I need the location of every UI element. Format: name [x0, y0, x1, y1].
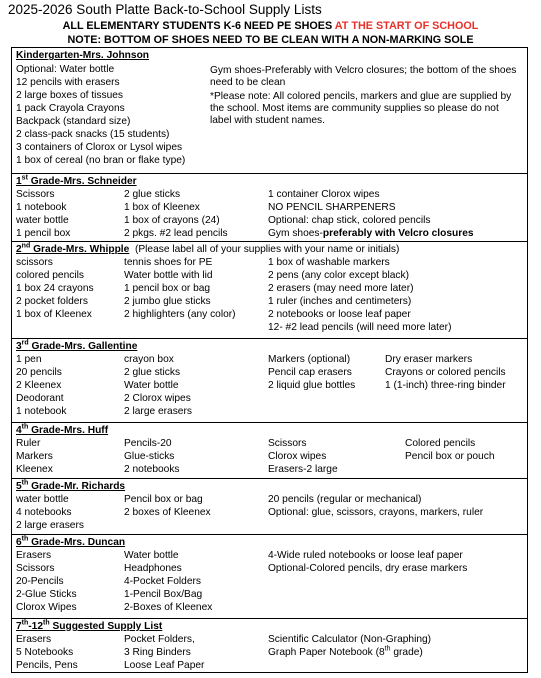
pe-shoes-notice: [0, 20, 541, 32]
section-grade-1: [12, 174, 527, 242]
list-item: Headphones: [124, 563, 182, 574]
list-item: 1 container Clorox wipes: [268, 189, 380, 200]
heading-text: Grade-Mrs. Schneider: [27, 176, 137, 187]
section-grades-7-12: [12, 619, 527, 673]
list-item: 4-Wide ruled notebooks or loose leaf paper: [268, 550, 463, 561]
list-item: 2 jumbo glue sticks: [124, 296, 211, 307]
section-heading: [16, 621, 162, 633]
list-item: 1 box of washable markers: [268, 257, 390, 268]
heading-text: Grade-Mrs. Huff: [28, 425, 109, 436]
heading-number: 1: [16, 176, 22, 187]
item-text: Graph Paper Notebook (8: [268, 647, 385, 658]
section-heading: [16, 425, 108, 437]
list-item: 1 box of crayons (24): [124, 215, 220, 226]
list-item: Optional-Colored pencils, dry erase markers: [268, 563, 468, 574]
list-item: 5 Notebooks: [16, 647, 74, 658]
item-suffix: th: [384, 645, 391, 653]
list-item: Crayons or colored pencils: [385, 367, 506, 378]
section-heading-row: [16, 244, 399, 256]
list-item: 2 pkgs. #2 lead pencils: [124, 228, 228, 239]
list-item: 2 glue sticks: [124, 367, 181, 378]
heading-text: Grade-Mrs. Whipple: [30, 244, 130, 255]
list-item: 2 Clorox wipes: [124, 393, 191, 404]
list-item: Pencils, Pens: [16, 660, 78, 671]
list-item: 2 glue sticks: [124, 189, 181, 200]
heading-text: Suggested Supply List: [49, 621, 163, 632]
community-supplies-note: *Please note: All colored pencils, markers and glue are supplied by the school. Most items are community supplies so please do not label with student names.: [210, 91, 512, 127]
section-grade-6: [12, 535, 527, 619]
heading-text: Grade-Mrs. Gallentine: [28, 341, 138, 352]
list-item: 2 large erasers: [124, 406, 192, 417]
section-kindergarten: [12, 48, 527, 174]
section-heading: [16, 244, 129, 255]
list-item: 20 pencils (regular or mechanical): [268, 494, 422, 505]
list-item: [268, 647, 423, 659]
list-item: 2 liquid glue bottles: [268, 380, 356, 391]
list-item: 2 Kleenex: [16, 380, 62, 391]
list-item: Pencil box or pouch: [405, 451, 495, 462]
list-item: Colored pencils: [405, 438, 476, 449]
section-grade-2: [12, 242, 527, 339]
list-item: NO PENCIL SHARPENERS: [268, 202, 396, 213]
list-item: Pocket Folders,: [124, 634, 195, 645]
list-item: 1 pencil box or bag: [124, 283, 211, 294]
list-item: Deodorant: [16, 393, 64, 404]
list-item: Optional: Water bottle: [16, 64, 115, 75]
list-item: Optional: chap stick, colored pencils: [268, 215, 431, 226]
section-grade-4: [12, 423, 527, 479]
list-item: 2 large boxes of tissues: [16, 90, 124, 101]
list-item: Water bottle: [124, 380, 179, 391]
list-item: Markers: [16, 451, 53, 462]
list-item: 3 containers of Clorox or Lysol wipes: [16, 142, 183, 153]
item-text: Gym shoes-: [268, 228, 323, 239]
heading-number: 5: [16, 481, 22, 492]
heading-number: 3: [16, 341, 22, 352]
list-item: 2 boxes of Kleenex: [124, 507, 211, 518]
list-item: Ruler: [16, 438, 41, 449]
section-heading: [16, 537, 125, 549]
list-item: 2 highlighters (any color): [124, 309, 236, 320]
gym-shoes-note: Gym shoes-Preferably with Velcro closures; the bottom of the shoes need to be clean: [210, 65, 517, 89]
list-item: 2 notebooks: [124, 464, 180, 475]
heading-suffix: th: [21, 535, 29, 543]
list-item: Water bottle: [124, 550, 179, 561]
list-item: Scissors: [16, 189, 55, 200]
list-item: Erasers: [16, 634, 52, 645]
heading-suffix: nd: [21, 242, 31, 250]
heading-suffix: th: [21, 619, 29, 627]
list-item: crayon box: [124, 354, 174, 365]
list-item: Backpack (standard size): [16, 116, 131, 127]
heading-number: 2: [16, 244, 22, 255]
list-item: 2 pens (any color except black): [268, 270, 409, 281]
list-item: Pencil cap erasers: [268, 367, 352, 378]
list-item: Scissors: [16, 563, 55, 574]
heading-suffix: th: [21, 423, 29, 431]
list-item: scissors: [16, 257, 53, 268]
list-item: 1 notebook: [16, 406, 67, 417]
heading-number: 6: [16, 537, 22, 548]
heading-number: 4: [16, 425, 22, 436]
list-item: 2 notebooks or loose leaf paper: [268, 309, 411, 320]
list-item: 2-Boxes of Kleenex: [124, 602, 213, 613]
page-title: 2025-2026 South Platte Back-to-School Supply Lists: [8, 2, 322, 17]
list-item: 1 pack Crayola Crayons: [16, 103, 125, 114]
list-item: 12 pencils with erasers: [16, 77, 120, 88]
list-item: Scissors: [268, 438, 307, 449]
heading-suffix: st: [21, 174, 28, 182]
heading-suffix: th: [43, 619, 50, 627]
list-item: Clorox wipes: [268, 451, 327, 462]
heading-suffix: th: [21, 479, 29, 487]
list-item: Optional: glue, scissors, crayons, markers, ruler: [268, 507, 484, 518]
list-item: 20 pencils: [16, 367, 62, 378]
list-item: Pencil box or bag: [124, 494, 203, 505]
list-item: 1 notebook: [16, 202, 67, 213]
list-item: colored pencils: [16, 270, 84, 281]
list-item: water bottle: [16, 494, 69, 505]
list-item: 2-Glue Sticks: [16, 589, 77, 600]
list-item: Dry eraser markers: [385, 354, 473, 365]
list-item: 1 box of Kleenex: [16, 309, 92, 320]
notice-highlight: AT THE START OF SCHOOL: [334, 20, 479, 32]
list-item: Water bottle with lid: [124, 270, 213, 281]
section-heading: [16, 481, 125, 493]
list-item: Markers (optional): [268, 354, 351, 365]
list-item: 1 box of Kleenex: [124, 202, 200, 213]
list-item: 1 pen: [16, 354, 42, 365]
section-heading: Kindergarten-Mrs. Johnson: [16, 50, 150, 61]
list-item: Scientific Calculator (Non-Graphing): [268, 634, 432, 645]
list-item: Erasers-2 large: [268, 464, 338, 475]
list-item: Glue-sticks: [124, 451, 175, 462]
list-item: Kleenex: [16, 464, 53, 475]
heading-text: Grade-Mrs. Duncan: [28, 537, 126, 548]
section-heading: [16, 341, 137, 353]
list-item: 1 ruler (inches and centimeters): [268, 296, 412, 307]
heading-text: Grade-Mr. Richards: [28, 481, 126, 492]
list-item: 1 pencil box: [16, 228, 71, 239]
list-item: 2 erasers (may need more later): [268, 283, 414, 294]
heading-number: -12: [28, 621, 44, 632]
list-item: 4-Pocket Folders: [124, 576, 202, 587]
section-grade-3: [12, 339, 527, 423]
list-item: 12- #2 lead pencils (will need more later): [268, 322, 452, 333]
section-grade-5: [12, 479, 527, 535]
notice-text: ALL ELEMENTARY STUDENTS K-6 NEED PE SHOES: [62, 20, 335, 32]
item-text: grade): [390, 647, 423, 658]
heading-note: (Please label all of your supplies with your name or initials): [134, 244, 400, 255]
list-item: 4 notebooks: [16, 507, 72, 518]
item-emphasis: preferably with Velcro closures: [322, 228, 474, 239]
list-item: 1 (1-inch) three-ring binder: [385, 380, 506, 391]
heading-suffix: rd: [21, 339, 29, 347]
list-item: 1 box of cereal (no bran or flake type): [16, 155, 186, 166]
list-item: 3 Ring Binders: [124, 647, 191, 658]
section-heading: [16, 176, 137, 188]
heading-number: 7: [16, 621, 22, 632]
supply-list-table: [11, 47, 528, 673]
list-item: 2 pocket folders: [16, 296, 88, 307]
list-item: [268, 228, 474, 240]
list-item: 1-Pencil Box/Bag: [124, 589, 203, 600]
list-item: water bottle: [16, 215, 69, 226]
list-item: 20-Pencils: [16, 576, 64, 587]
shoe-sole-notice: NOTE: BOTTOM OF SHOES NEED TO BE CLEAN WITH A NON-MARKING SOLE: [67, 34, 474, 46]
list-item: Clorox Wipes: [16, 602, 77, 613]
list-item: Pencils-20: [124, 438, 172, 449]
list-item: Erasers: [16, 550, 52, 561]
list-item: tennis shoes for PE: [124, 257, 213, 268]
list-item: 2 large erasers: [16, 520, 84, 531]
list-item: Loose Leaf Paper: [124, 660, 205, 671]
list-item: 2 class-pack snacks (15 students): [16, 129, 170, 140]
list-item: 1 box 24 crayons: [16, 283, 94, 294]
